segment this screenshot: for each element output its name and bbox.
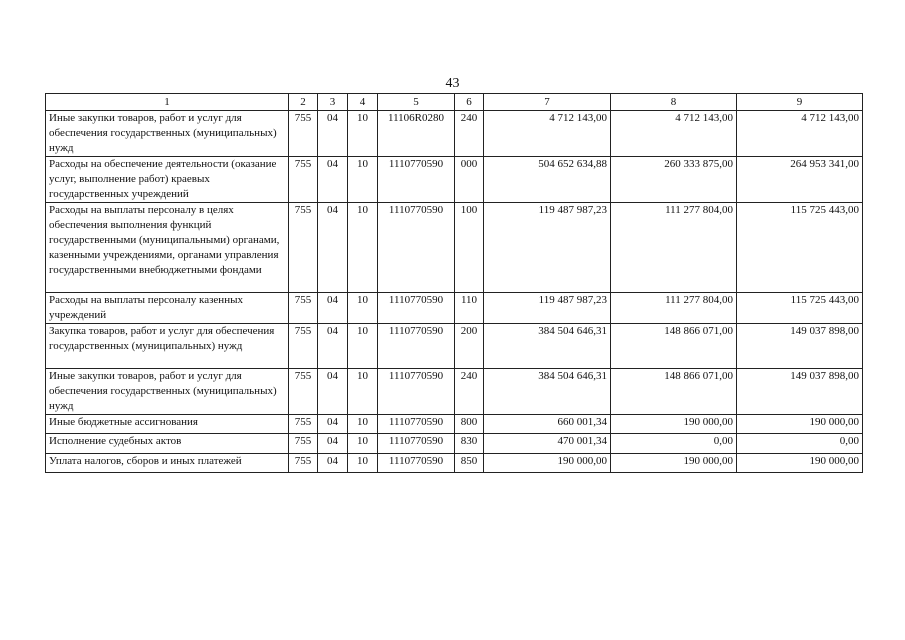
ministry-code-cell: 755 bbox=[289, 454, 318, 473]
section-code-cell: 04 bbox=[318, 369, 348, 415]
table-row bbox=[46, 293, 863, 324]
amount-cell-col9: 115 725 443,00 bbox=[737, 293, 863, 324]
ministry-code-cell: 755 bbox=[289, 434, 318, 454]
expense-name-cell: Расходы на обеспечение деятельности (оказание услуг, выполнение работ) краевых государственных учреждений bbox=[46, 157, 289, 203]
section-code-cell: 04 bbox=[318, 111, 348, 157]
target-article-cell: 1110770590 bbox=[378, 324, 455, 369]
target-article-cell: 1110770590 bbox=[378, 415, 455, 434]
target-article-cell: 1110770590 bbox=[378, 203, 455, 293]
amount-cell-col9: 149 037 898,00 bbox=[737, 369, 863, 415]
expense-name-cell: Закупка товаров, работ и услуг для обеспечения государственных (муниципальных) нужд bbox=[46, 324, 289, 369]
expense-name-cell: Расходы на выплаты персоналу в целях обеспечения выполнения функций государственными (муниципальными) органами, казенными учреждениями, органами управления государственными внебюджетными фондами bbox=[46, 203, 289, 293]
subsection-code-cell: 10 bbox=[348, 434, 378, 454]
column-header: 2 bbox=[289, 94, 318, 111]
target-article-cell: 1110770590 bbox=[378, 293, 455, 324]
amount-cell-col8: 148 866 071,00 bbox=[611, 324, 737, 369]
column-header: 8 bbox=[611, 94, 737, 111]
expense-type-cell: 240 bbox=[455, 369, 484, 415]
amount-cell-col7: 384 504 646,31 bbox=[484, 369, 611, 415]
column-header: 3 bbox=[318, 94, 348, 111]
table-row bbox=[46, 454, 863, 473]
ministry-code-cell: 755 bbox=[289, 157, 318, 203]
amount-cell-col9: 190 000,00 bbox=[737, 454, 863, 473]
amount-cell-col7: 384 504 646,31 bbox=[484, 324, 611, 369]
target-article-cell: 1110770590 bbox=[378, 434, 455, 454]
table-row bbox=[46, 369, 863, 415]
amount-cell-col7: 4 712 143,00 bbox=[484, 111, 611, 157]
column-header: 1 bbox=[46, 94, 289, 111]
amount-cell-col8: 111 277 804,00 bbox=[611, 203, 737, 293]
expense-type-cell: 200 bbox=[455, 324, 484, 369]
subsection-code-cell: 10 bbox=[348, 293, 378, 324]
expense-name-cell: Уплата налогов, сборов и иных платежей bbox=[46, 454, 289, 473]
column-header: 5 bbox=[378, 94, 455, 111]
expense-name-cell: Иные закупки товаров, работ и услуг для обеспечения государственных (муниципальных) нужд bbox=[46, 111, 289, 157]
expense-type-cell: 000 bbox=[455, 157, 484, 203]
table-header-row bbox=[46, 94, 863, 111]
target-article-cell: 1110770590 bbox=[378, 454, 455, 473]
column-header: 9 bbox=[737, 94, 863, 111]
amount-cell-col7: 470 001,34 bbox=[484, 434, 611, 454]
subsection-code-cell: 10 bbox=[348, 324, 378, 369]
table-row bbox=[46, 324, 863, 369]
target-article-cell: 1110770590 bbox=[378, 369, 455, 415]
amount-cell-col7: 660 001,34 bbox=[484, 415, 611, 434]
budget-table bbox=[45, 93, 863, 473]
section-code-cell: 04 bbox=[318, 434, 348, 454]
ministry-code-cell: 755 bbox=[289, 203, 318, 293]
subsection-code-cell: 10 bbox=[348, 111, 378, 157]
ministry-code-cell: 755 bbox=[289, 293, 318, 324]
amount-cell-col7: 119 487 987,23 bbox=[484, 203, 611, 293]
amount-cell-col9: 0,00 bbox=[737, 434, 863, 454]
expense-name-cell: Расходы на выплаты персоналу казенных учреждений bbox=[46, 293, 289, 324]
table-row bbox=[46, 203, 863, 293]
amount-cell-col9: 115 725 443,00 bbox=[737, 203, 863, 293]
amount-cell-col7: 504 652 634,88 bbox=[484, 157, 611, 203]
amount-cell-col9: 264 953 341,00 bbox=[737, 157, 863, 203]
subsection-code-cell: 10 bbox=[348, 454, 378, 473]
amount-cell-col8: 148 866 071,00 bbox=[611, 369, 737, 415]
amount-cell-col8: 111 277 804,00 bbox=[611, 293, 737, 324]
section-code-cell: 04 bbox=[318, 157, 348, 203]
table-row bbox=[46, 415, 863, 434]
amount-cell-col9: 149 037 898,00 bbox=[737, 324, 863, 369]
amount-cell-col8: 260 333 875,00 bbox=[611, 157, 737, 203]
section-code-cell: 04 bbox=[318, 203, 348, 293]
column-header: 4 bbox=[348, 94, 378, 111]
amount-cell-col9: 4 712 143,00 bbox=[737, 111, 863, 157]
subsection-code-cell: 10 bbox=[348, 415, 378, 434]
section-code-cell: 04 bbox=[318, 324, 348, 369]
expense-type-cell: 110 bbox=[455, 293, 484, 324]
amount-cell-col9: 190 000,00 bbox=[737, 415, 863, 434]
expense-name-cell: Иные закупки товаров, работ и услуг для обеспечения государственных (муниципальных) нужд bbox=[46, 369, 289, 415]
target-article-cell: 1110770590 bbox=[378, 157, 455, 203]
subsection-code-cell: 10 bbox=[348, 369, 378, 415]
column-header: 7 bbox=[484, 94, 611, 111]
page-number: 43 bbox=[445, 76, 460, 91]
expense-type-cell: 830 bbox=[455, 434, 484, 454]
expense-name-cell: Исполнение судебных актов bbox=[46, 434, 289, 454]
section-code-cell: 04 bbox=[318, 454, 348, 473]
table-row bbox=[46, 157, 863, 203]
ministry-code-cell: 755 bbox=[289, 415, 318, 434]
subsection-code-cell: 10 bbox=[348, 203, 378, 293]
amount-cell-col8: 190 000,00 bbox=[611, 415, 737, 434]
ministry-code-cell: 755 bbox=[289, 324, 318, 369]
expense-type-cell: 850 bbox=[455, 454, 484, 473]
amount-cell-col7: 119 487 987,23 bbox=[484, 293, 611, 324]
ministry-code-cell: 755 bbox=[289, 111, 318, 157]
subsection-code-cell: 10 bbox=[348, 157, 378, 203]
section-code-cell: 04 bbox=[318, 415, 348, 434]
table-row bbox=[46, 434, 863, 454]
ministry-code-cell: 755 bbox=[289, 369, 318, 415]
target-article-cell: 11106R0280 bbox=[378, 111, 455, 157]
table-row bbox=[46, 111, 863, 157]
amount-cell-col8: 0,00 bbox=[611, 434, 737, 454]
amount-cell-col8: 4 712 143,00 bbox=[611, 111, 737, 157]
column-header: 6 bbox=[455, 94, 484, 111]
amount-cell-col7: 190 000,00 bbox=[484, 454, 611, 473]
amount-cell-col8: 190 000,00 bbox=[611, 454, 737, 473]
expense-name-cell: Иные бюджетные ассигнования bbox=[46, 415, 289, 434]
expense-type-cell: 240 bbox=[455, 111, 484, 157]
expense-type-cell: 100 bbox=[455, 203, 484, 293]
expense-type-cell: 800 bbox=[455, 415, 484, 434]
section-code-cell: 04 bbox=[318, 293, 348, 324]
